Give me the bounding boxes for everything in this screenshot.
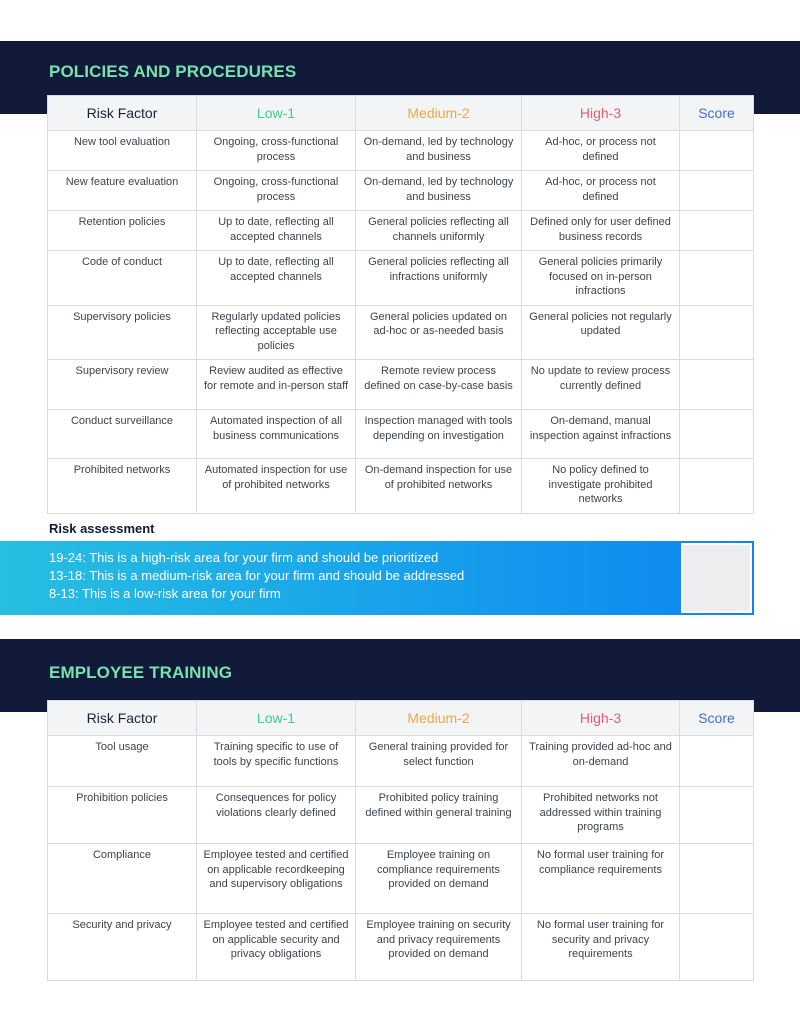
- medium-cell: On-demand inspection for use of prohibited networks: [356, 459, 522, 514]
- header-score: Score: [680, 96, 754, 131]
- table-row: [48, 410, 754, 459]
- header-low: Low-1: [197, 96, 356, 131]
- header-high: High-3: [522, 96, 680, 131]
- risk-line-low: 8-13: This is a low-risk area for your firm: [49, 586, 281, 601]
- risk-factor-cell: Prohibition policies: [48, 787, 197, 844]
- risk-factor-cell: New tool evaluation: [48, 131, 197, 171]
- header-high: High-3: [522, 701, 680, 736]
- risk-line-high: 19-24: This is a high-risk area for your firm and should be prioritized: [49, 550, 439, 565]
- low-cell: Regularly updated policies reflecting acceptable use policies: [197, 305, 356, 360]
- low-cell: Ongoing, cross-functional process: [197, 171, 356, 211]
- low-cell: Ongoing, cross-functional process: [197, 131, 356, 171]
- medium-cell: Inspection managed with tools depending on investigation: [356, 410, 522, 459]
- header-medium: Medium-2: [356, 96, 522, 131]
- high-cell: No formal user training for security and privacy requirements: [522, 914, 680, 981]
- high-cell: Ad-hoc, or process not defined: [522, 171, 680, 211]
- low-cell: Review audited as effective for remote and in-person staff: [197, 360, 356, 410]
- table-header-row: [48, 96, 754, 131]
- high-cell: Prohibited networks not addressed within training programs: [522, 787, 680, 844]
- medium-cell: Prohibited policy training defined within general training: [356, 787, 522, 844]
- score-input-cell[interactable]: [680, 171, 754, 211]
- medium-cell: On-demand, led by technology and business: [356, 131, 522, 171]
- policies-table: [47, 95, 754, 514]
- high-cell: No policy defined to investigate prohibited networks: [522, 459, 680, 514]
- low-cell: Up to date, reflecting all accepted channels: [197, 211, 356, 251]
- table-header-row: [48, 701, 754, 736]
- high-cell: No formal user training for compliance requirements: [522, 844, 680, 914]
- score-input-cell[interactable]: [680, 251, 754, 306]
- header-low: Low-1: [197, 701, 356, 736]
- score-input-cell[interactable]: [680, 459, 754, 514]
- medium-cell: General policies reflecting all channels uniformly: [356, 211, 522, 251]
- score-input-cell[interactable]: [680, 736, 754, 787]
- score-input-cell[interactable]: [680, 844, 754, 914]
- header-score: Score: [680, 701, 754, 736]
- risk-factor-cell: Supervisory review: [48, 360, 197, 410]
- total-score-box[interactable]: [681, 543, 752, 613]
- header-risk-factor: Risk Factor: [48, 96, 197, 131]
- risk-factor-cell: Retention policies: [48, 211, 197, 251]
- risk-assessment-lines: [49, 549, 464, 603]
- score-input-cell[interactable]: [680, 305, 754, 360]
- medium-cell: Remote review process defined on case-by-case basis: [356, 360, 522, 410]
- score-input-cell[interactable]: [680, 211, 754, 251]
- risk-assessment-title: Risk assessment: [49, 521, 155, 536]
- low-cell: Automated inspection of all business communications: [197, 410, 356, 459]
- low-cell: Employee tested and certified on applicable security and privacy obligations: [197, 914, 356, 981]
- high-cell: Defined only for user defined business records: [522, 211, 680, 251]
- medium-cell: General policies updated on ad-hoc or as-needed basis: [356, 305, 522, 360]
- low-cell: Up to date, reflecting all accepted channels: [197, 251, 356, 306]
- risk-factor-cell: Supervisory policies: [48, 305, 197, 360]
- medium-cell: Employee training on security and privacy requirements provided on demand: [356, 914, 522, 981]
- high-cell: Training provided ad-hoc and on-demand: [522, 736, 680, 787]
- risk-factor-cell: Conduct surveillance: [48, 410, 197, 459]
- low-cell: Training specific to use of tools by specific functions: [197, 736, 356, 787]
- high-cell: Ad-hoc, or process not defined: [522, 131, 680, 171]
- score-input-cell[interactable]: [680, 131, 754, 171]
- section-title: EMPLOYEE TRAINING: [49, 663, 233, 682]
- table-row: [48, 211, 754, 251]
- score-input-cell[interactable]: [680, 360, 754, 410]
- table-row: [48, 171, 754, 211]
- high-cell: No update to review process currently defined: [522, 360, 680, 410]
- table-row: [48, 914, 754, 981]
- risk-factor-cell: Tool usage: [48, 736, 197, 787]
- table-row: [48, 131, 754, 171]
- table-row: [48, 459, 754, 514]
- table-row: [48, 736, 754, 787]
- risk-line-medium: 13-18: This is a medium-risk area for your firm and should be addressed: [49, 568, 465, 583]
- low-cell: Automated inspection for use of prohibited networks: [197, 459, 356, 514]
- medium-cell: General policies reflecting all infractions uniformly: [356, 251, 522, 306]
- medium-cell: Employee training on compliance requirements provided on demand: [356, 844, 522, 914]
- table-row: [48, 305, 754, 360]
- score-input-cell[interactable]: [680, 787, 754, 844]
- high-cell: General policies not regularly updated: [522, 305, 680, 360]
- header-medium: Medium-2: [356, 701, 522, 736]
- table-row: [48, 251, 754, 306]
- section-title: POLICIES AND PROCEDURES: [49, 62, 297, 81]
- risk-factor-cell: Compliance: [48, 844, 197, 914]
- risk-assessment-band: [0, 541, 754, 615]
- table-row: [48, 360, 754, 410]
- training-table: [47, 700, 754, 981]
- medium-cell: General training provided for select function: [356, 736, 522, 787]
- table-row: [48, 844, 754, 914]
- high-cell: On-demand, manual inspection against infractions: [522, 410, 680, 459]
- score-input-cell[interactable]: [680, 410, 754, 459]
- table-row: [48, 787, 754, 844]
- risk-factor-cell: Prohibited networks: [48, 459, 197, 514]
- score-input-cell[interactable]: [680, 914, 754, 981]
- low-cell: Employee tested and certified on applicable recordkeeping and supervisory obligations: [197, 844, 356, 914]
- high-cell: General policies primarily focused on in-person infractions: [522, 251, 680, 306]
- low-cell: Consequences for policy violations clearly defined: [197, 787, 356, 844]
- risk-factor-cell: Code of conduct: [48, 251, 197, 306]
- header-risk-factor: Risk Factor: [48, 701, 197, 736]
- risk-factor-cell: Security and privacy: [48, 914, 197, 981]
- medium-cell: On-demand, led by technology and business: [356, 171, 522, 211]
- risk-factor-cell: New feature evaluation: [48, 171, 197, 211]
